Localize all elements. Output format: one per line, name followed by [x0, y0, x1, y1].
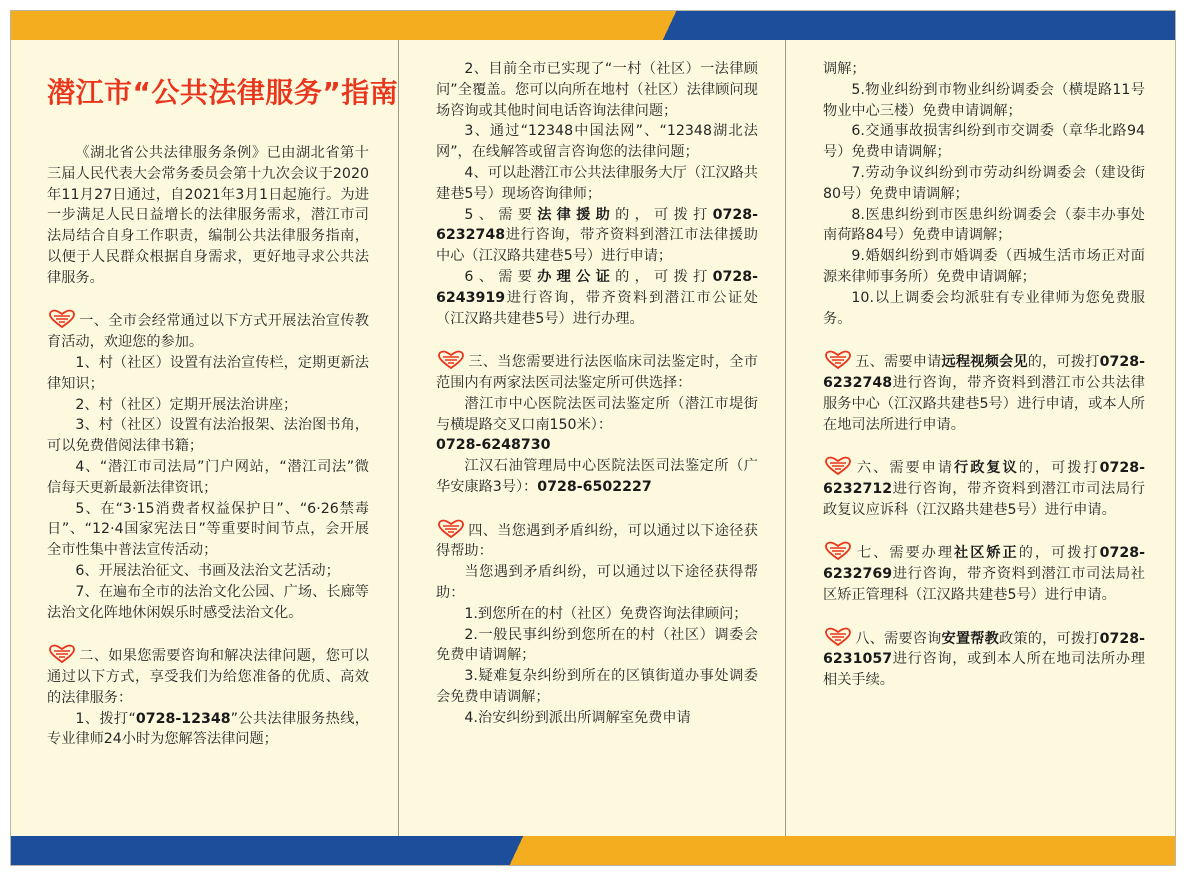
section-4-item-2: 2.一般民事纠纷到您所在的村（社区）调委会免费申请调解； [436, 626, 758, 664]
text-segment: 进行咨询，带齐资料到潜江市司法局行政复议应诉科（江汉路共建巷5号）进行申请。 [823, 480, 1145, 518]
brochure-sheet [10, 10, 1176, 866]
section-2-heading-text: 二、如果您需要咨询和解决法律问题，您可以通过以下方式，享受我们为给您准备的优质、高效的法律服务： [47, 648, 369, 706]
heart-shield-logo-icon [823, 350, 853, 370]
section-3-heading-text: 三、当您需要进行法医临床司法鉴定时，全市范围内有两家法医司法鉴定所可供选择： [436, 354, 758, 391]
column-2 [436, 59, 758, 729]
bottom-color-band [11, 836, 1175, 865]
section-4-heading [436, 519, 758, 563]
keyword-resettlement: 安置帮教 [941, 630, 999, 647]
text-segment: 6、需要 [464, 268, 538, 285]
section-4-item-10: 10.以上调委会均派驻有专业律师为您免费服务。 [823, 289, 1145, 327]
heart-shield-logo-icon [436, 519, 466, 539]
text-segment: 潜江市中心医院法医司法鉴定所（潜江市堤街与横堤路交叉口南150米）： [436, 395, 758, 433]
section-1-item-6: 6、开展法治征文、书画及法治文艺活动； [75, 562, 340, 579]
section-3-heading [436, 350, 758, 394]
keyword-legal-aid: 法律援助 [537, 206, 616, 223]
phone-number: 0728-6232748 [436, 206, 758, 244]
phone-number: 0728-6248730 [436, 437, 551, 454]
heart-shield-logo-icon [47, 309, 77, 329]
text-segment: 的，可拨打 [1018, 545, 1100, 562]
top-color-band [11, 11, 1175, 40]
section-1-heading-text: 一、全市会经常通过以下方式开展法治宣传教育活动，欢迎您的参加。 [47, 313, 369, 351]
text-segment: 进行咨询，带齐资料到潜江市公证处（江汉路共建巷5号）进行办理。 [436, 289, 758, 327]
keyword-notary: 办理公证 [537, 268, 616, 285]
section-2-item-5 [436, 205, 758, 267]
text-segment: 六、需要申请 [855, 460, 955, 477]
heart-shield-logo-icon [823, 456, 853, 476]
section-4-item-1: 1.到您所在的村（社区）免费咨询法律顾问； [464, 605, 748, 622]
text-segment: 进行咨询，带齐资料到潜江市法律援助中心（江汉路共建巷5号）进行申请； [436, 227, 758, 265]
section-1-item-5: 5、在“3·15消费者权益保护日”、“6·26禁毒日”、“12·4国家宪法日”等重要时间节点，会开展全市性集中普法宣传活动； [47, 500, 369, 559]
section-2-item-1 [47, 709, 369, 751]
section-2-item-3: 3、通过“12348中国法网”、“12348湖北法网”，在线解答或留言咨询您的法律问题； [436, 123, 758, 161]
section-4-item-4-continued: 调解； [823, 61, 866, 77]
keyword-remote-video: 远程视频会见 [941, 354, 1028, 371]
text-segment: 的，可拨打 [615, 268, 713, 285]
phone-number: 0728-6243919 [436, 268, 758, 306]
section-1-heading [47, 309, 369, 353]
text-segment: 的，可拨打 [1018, 460, 1100, 477]
section-3-item-1 [436, 394, 758, 456]
phone-number: 0728-6502227 [537, 478, 652, 495]
section-1-item-7: 7、在遍布全市的法治文化公园、广场、长廊等法治文化阵地休闲娱乐时感受法治文化。 [47, 583, 369, 621]
section-1-item-2: 2、村（社区）定期开展法治讲座； [75, 396, 298, 413]
hotline-number: 0728-12348 [135, 710, 231, 727]
section-2-item-6 [436, 267, 758, 329]
section-1-item-1: 1、村（社区）设置有法治宣传栏，定期更新法律知识； [47, 354, 369, 392]
heart-shield-logo-icon [823, 627, 853, 647]
section-4-item-6: 6.交通事故损害纠纷到市交调委（章华北路94号）免费申请调解； [823, 123, 1145, 161]
text-segment: 1、拨打“ [75, 710, 136, 727]
section-4-item-7: 7.劳动争议纠纷到市劳动纠纷调委会（建设街80号）免费申请调解； [823, 164, 1145, 202]
text-segment: 政策的，可拨打 [998, 630, 1100, 647]
phone-number: 0728-6232712 [823, 460, 1145, 497]
section-4-item-9: 9.婚姻纠纷到市婚调委（西城生活市场正对面源来律师事务所）免费申请调解； [823, 248, 1145, 285]
fold-divider-2 [785, 40, 786, 836]
text-segment: 江汉石油管理局中心医院法医司法鉴定所（广华安康路3号）： [436, 458, 758, 495]
text-segment: 进行咨询，或到本人所在地司法所办理相关手续。 [823, 651, 1145, 689]
section-2-heading [47, 644, 369, 708]
page-title: 潜江市“公共法律服务”指南 [47, 76, 399, 109]
section-4-item-4: 4.治安纠纷到派出所调解室免费申请 [464, 709, 691, 726]
section-4-subheading: 当您遇到矛盾纠纷，可以通过以下途径获得帮助： [436, 564, 758, 601]
section-6-paragraph [823, 456, 1145, 520]
keyword-community-correction: 社区矫正 [954, 545, 1019, 562]
text-segment: 进行咨询，带齐资料到潜江市公共法律服务中心（江汉路共建巷5号）进行申请，或本人所在地司法所进行申请。 [823, 374, 1145, 433]
heart-shield-logo-icon [47, 644, 77, 664]
text-segment: 的，可拨打 [1027, 354, 1100, 371]
intro-paragraph: 《湖北省公共法律服务条例》已由湖北省第十三届人民代表大会常务委员会第十九次会议于2020年11月27日通过，自2021年3月1日起施行。为进一步满足人民日益增长的法律服务需求，潜江市司法局结合自身工作职责，编制公共法律服务指南，以便于人民群众根据自身需求，更好地寻求公共法律服务。 [47, 145, 369, 286]
text-segment: 进行咨询，带齐资料到潜江市司法局社区矫正管理科（江汉路共建巷5号）进行申请。 [823, 566, 1145, 603]
section-1-item-4: 4、“潜江市司法局”门户网站，“潜江司法”微信每天更新最新法律资讯； [47, 458, 369, 496]
section-4-item-8: 8.医患纠纷到市医患纠纷调委会（泰丰办事处南荷路84号）免费申请调解； [823, 206, 1145, 244]
text-segment: 5、需要 [464, 206, 538, 223]
text-segment: 八、需要咨询 [855, 630, 942, 647]
section-8-paragraph [823, 627, 1145, 691]
heart-shield-logo-icon [436, 350, 466, 370]
section-4-item-3: 3.疑难复杂纠纷到所在的区镇街道办事处调委会免费申请调解； [436, 668, 758, 705]
section-5-paragraph [823, 350, 1145, 435]
text-segment: 七、需要办理 [855, 545, 955, 562]
text-segment: 五、需要申请 [855, 354, 942, 371]
section-2-item-2: 2、目前全市已实现了“一村（社区）一法律顾问”全覆盖。您可以向所在地村（社区）法律顾问现场咨询或其他时间电话咨询法律问题； [436, 61, 758, 119]
phone-number: 0728-6231057 [823, 630, 1145, 668]
text-segment: 的，可拨打 [615, 206, 713, 223]
section-1-item-3: 3、村（社区）设置有法治报架、法治图书角，可以免费借阅法律书籍； [47, 417, 369, 455]
heart-shield-logo-icon [823, 541, 853, 561]
phone-number: 0728-6232769 [823, 545, 1145, 583]
section-3-item-2 [436, 456, 758, 498]
column-3 [823, 59, 1145, 691]
section-2-item-4: 4、可以赴潜江市公共法律服务大厅（江汉路共建巷5号）现场咨询律师； [436, 164, 758, 202]
column-1 [47, 61, 399, 750]
phone-number: 0728-6232748 [823, 354, 1145, 391]
section-4-item-5: 5.物业纠纷到市物业纠纷调委会（横堤路11号物业中心三楼）免费申请调解； [823, 81, 1145, 119]
keyword-admin-review: 行政复议 [954, 460, 1019, 477]
text-segment: ”公共法律服务热线，专业律师24小时为您解答法律问题； [47, 710, 369, 748]
section-7-paragraph [823, 541, 1145, 605]
section-4-heading-text: 四、当您遇到矛盾纠纷，可以通过以下途径获得帮助： [436, 522, 758, 560]
fold-divider-1 [398, 40, 399, 836]
